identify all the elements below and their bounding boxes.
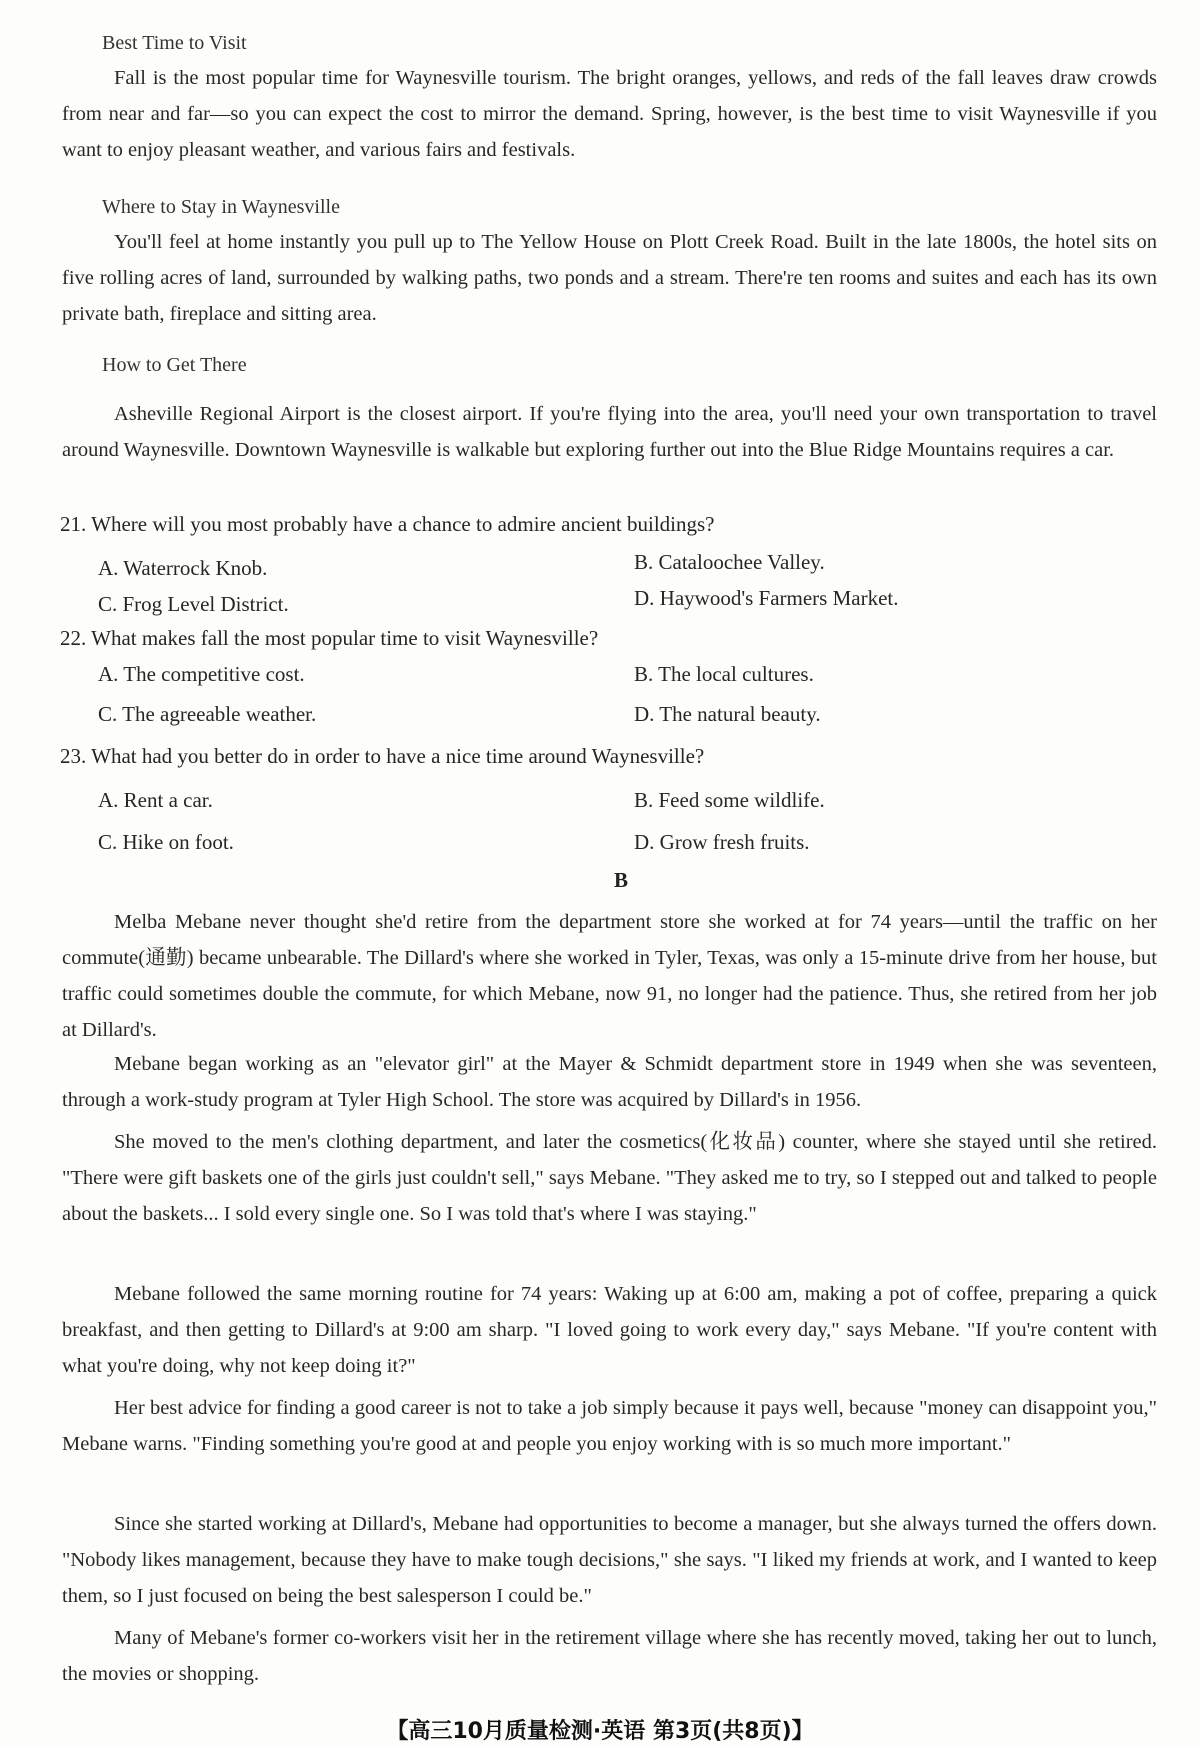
question-text: What had you better do in order to have a nice time around Waynesville? (91, 744, 705, 768)
page-footer: 【高三10月质量检测·英语 第3页(共8页)】 (386, 1719, 814, 1744)
paragraph-b-7: Many of Mebane's former co-workers visit her in the retirement village where she has recently moved, taking her out to lunch, the movies or shopping. (62, 1627, 1157, 1685)
paragraph-b-3: She moved to the men's clothing department, and later the cosmetics(化妆品) counter, where she stayed until she retired. "There were gift baskets one of the girls just couldn't sell," says Mebane. "They asked me to try, so I stepped out and talked to people about the baskets... I sold every single one. So I was told that's where I was staying." (62, 1131, 1157, 1225)
option-22b[interactable]: B. The local cultures. (634, 662, 814, 686)
option-22c[interactable]: C. The agreeable weather. (98, 702, 317, 726)
question-21 (60, 512, 715, 537)
option-23d[interactable]: D. Grow fresh fruits. (634, 830, 810, 854)
option-21b[interactable]: B. Cataloochee Valley. (634, 550, 825, 574)
option-21d[interactable]: D. Haywood's Farmers Market. (634, 586, 899, 610)
heading-how-to-get: How to Get There (102, 354, 247, 376)
question-text: Where will you most probably have a chance to admire ancient buildings? (91, 512, 715, 536)
question-number: 22. (60, 626, 87, 650)
option-23a[interactable]: A. Rent a car. (98, 788, 213, 812)
question-number: 21. (60, 512, 87, 536)
question-22 (60, 626, 598, 651)
question-number: 23. (60, 744, 87, 768)
heading-best-time: Best Time to Visit (102, 32, 247, 54)
option-23c[interactable]: C. Hike on foot. (98, 830, 234, 854)
option-21c[interactable]: C. Frog Level District. (98, 592, 289, 616)
paragraph-b-5: Her best advice for finding a good career is not to take a job simply because it pays well, because "money can disappoint you," Mebane warns. "Finding something you're good at and people you enjoy working with is so much more important." (62, 1397, 1157, 1455)
paragraph-b-2: Mebane began working as an "elevator girl" at the Mayer & Schmidt department store in 1949 when she was seventeen, through a work-study program at Tyler High School. The store was acquired by Dillard's in 1956. (62, 1053, 1157, 1111)
question-text: What makes fall the most popular time to visit Waynesville? (91, 626, 599, 650)
paragraph-b-1: Melba Mebane never thought she'd retire from the department store she worked at for 74 years—until the traffic on her commute(通勤) became unbearable. The Dillard's where she worked in Tyler, Texas, was only a 15-minute drive from her house, but traffic could sometimes double the commute, for which Mebane, now 91, no longer had the patience. Thus, she retired from her job at Dillard's. (62, 911, 1157, 1041)
section-b-label: B (614, 868, 629, 892)
option-22a[interactable]: A. The competitive cost. (98, 662, 305, 686)
question-23 (60, 744, 704, 769)
paragraph-how-to-get: Asheville Regional Airport is the closest airport. If you're flying into the area, you'll need your own transportation to travel around Waynesville. Downtown Waynesville is walkable but exploring further out into the Blue Ridge Mountains requires a car. (62, 403, 1157, 461)
option-21a[interactable]: A. Waterrock Knob. (98, 556, 268, 580)
option-22d[interactable]: D. The natural beauty. (634, 702, 821, 726)
option-23b[interactable]: B. Feed some wildlife. (634, 788, 825, 812)
paragraph-b-4: Mebane followed the same morning routine for 74 years: Waking up at 6:00 am, making a pot of coffee, preparing a quick breakfast, and then getting to Dillard's at 9:00 am sharp. "I loved going to work every day," says Mebane. "If you're content with what you're doing, why not keep doing it?" (62, 1283, 1157, 1377)
paragraph-b-6: Since she started working at Dillard's, Mebane had opportunities to become a manager, but she always turned the offers down. "Nobody likes management, because they have to make tough decisions," she says. "I liked my friends at work, and I wanted to keep them, so I just focused on being the best salesperson I could be." (62, 1513, 1157, 1607)
heading-where-to-stay: Where to Stay in Waynesville (102, 196, 340, 218)
paragraph-best-time: Fall is the most popular time for Waynesville tourism. The bright oranges, yellows, and reds of the fall leaves draw crowds from near and far—so you can expect the cost to mirror the demand. Spring, however, is the best time to visit Waynesville if you want to enjoy pleasant weather, and various fairs and festivals. (62, 67, 1157, 161)
paragraph-where-to-stay: You'll feel at home instantly you pull up to The Yellow House on Plott Creek Road. Built in the late 1800s, the hotel sits on five rolling acres of land, surrounded by walking paths, two ponds and a stream. There're ten rooms and suites and each has its own private bath, fireplace and sitting area. (62, 231, 1157, 325)
